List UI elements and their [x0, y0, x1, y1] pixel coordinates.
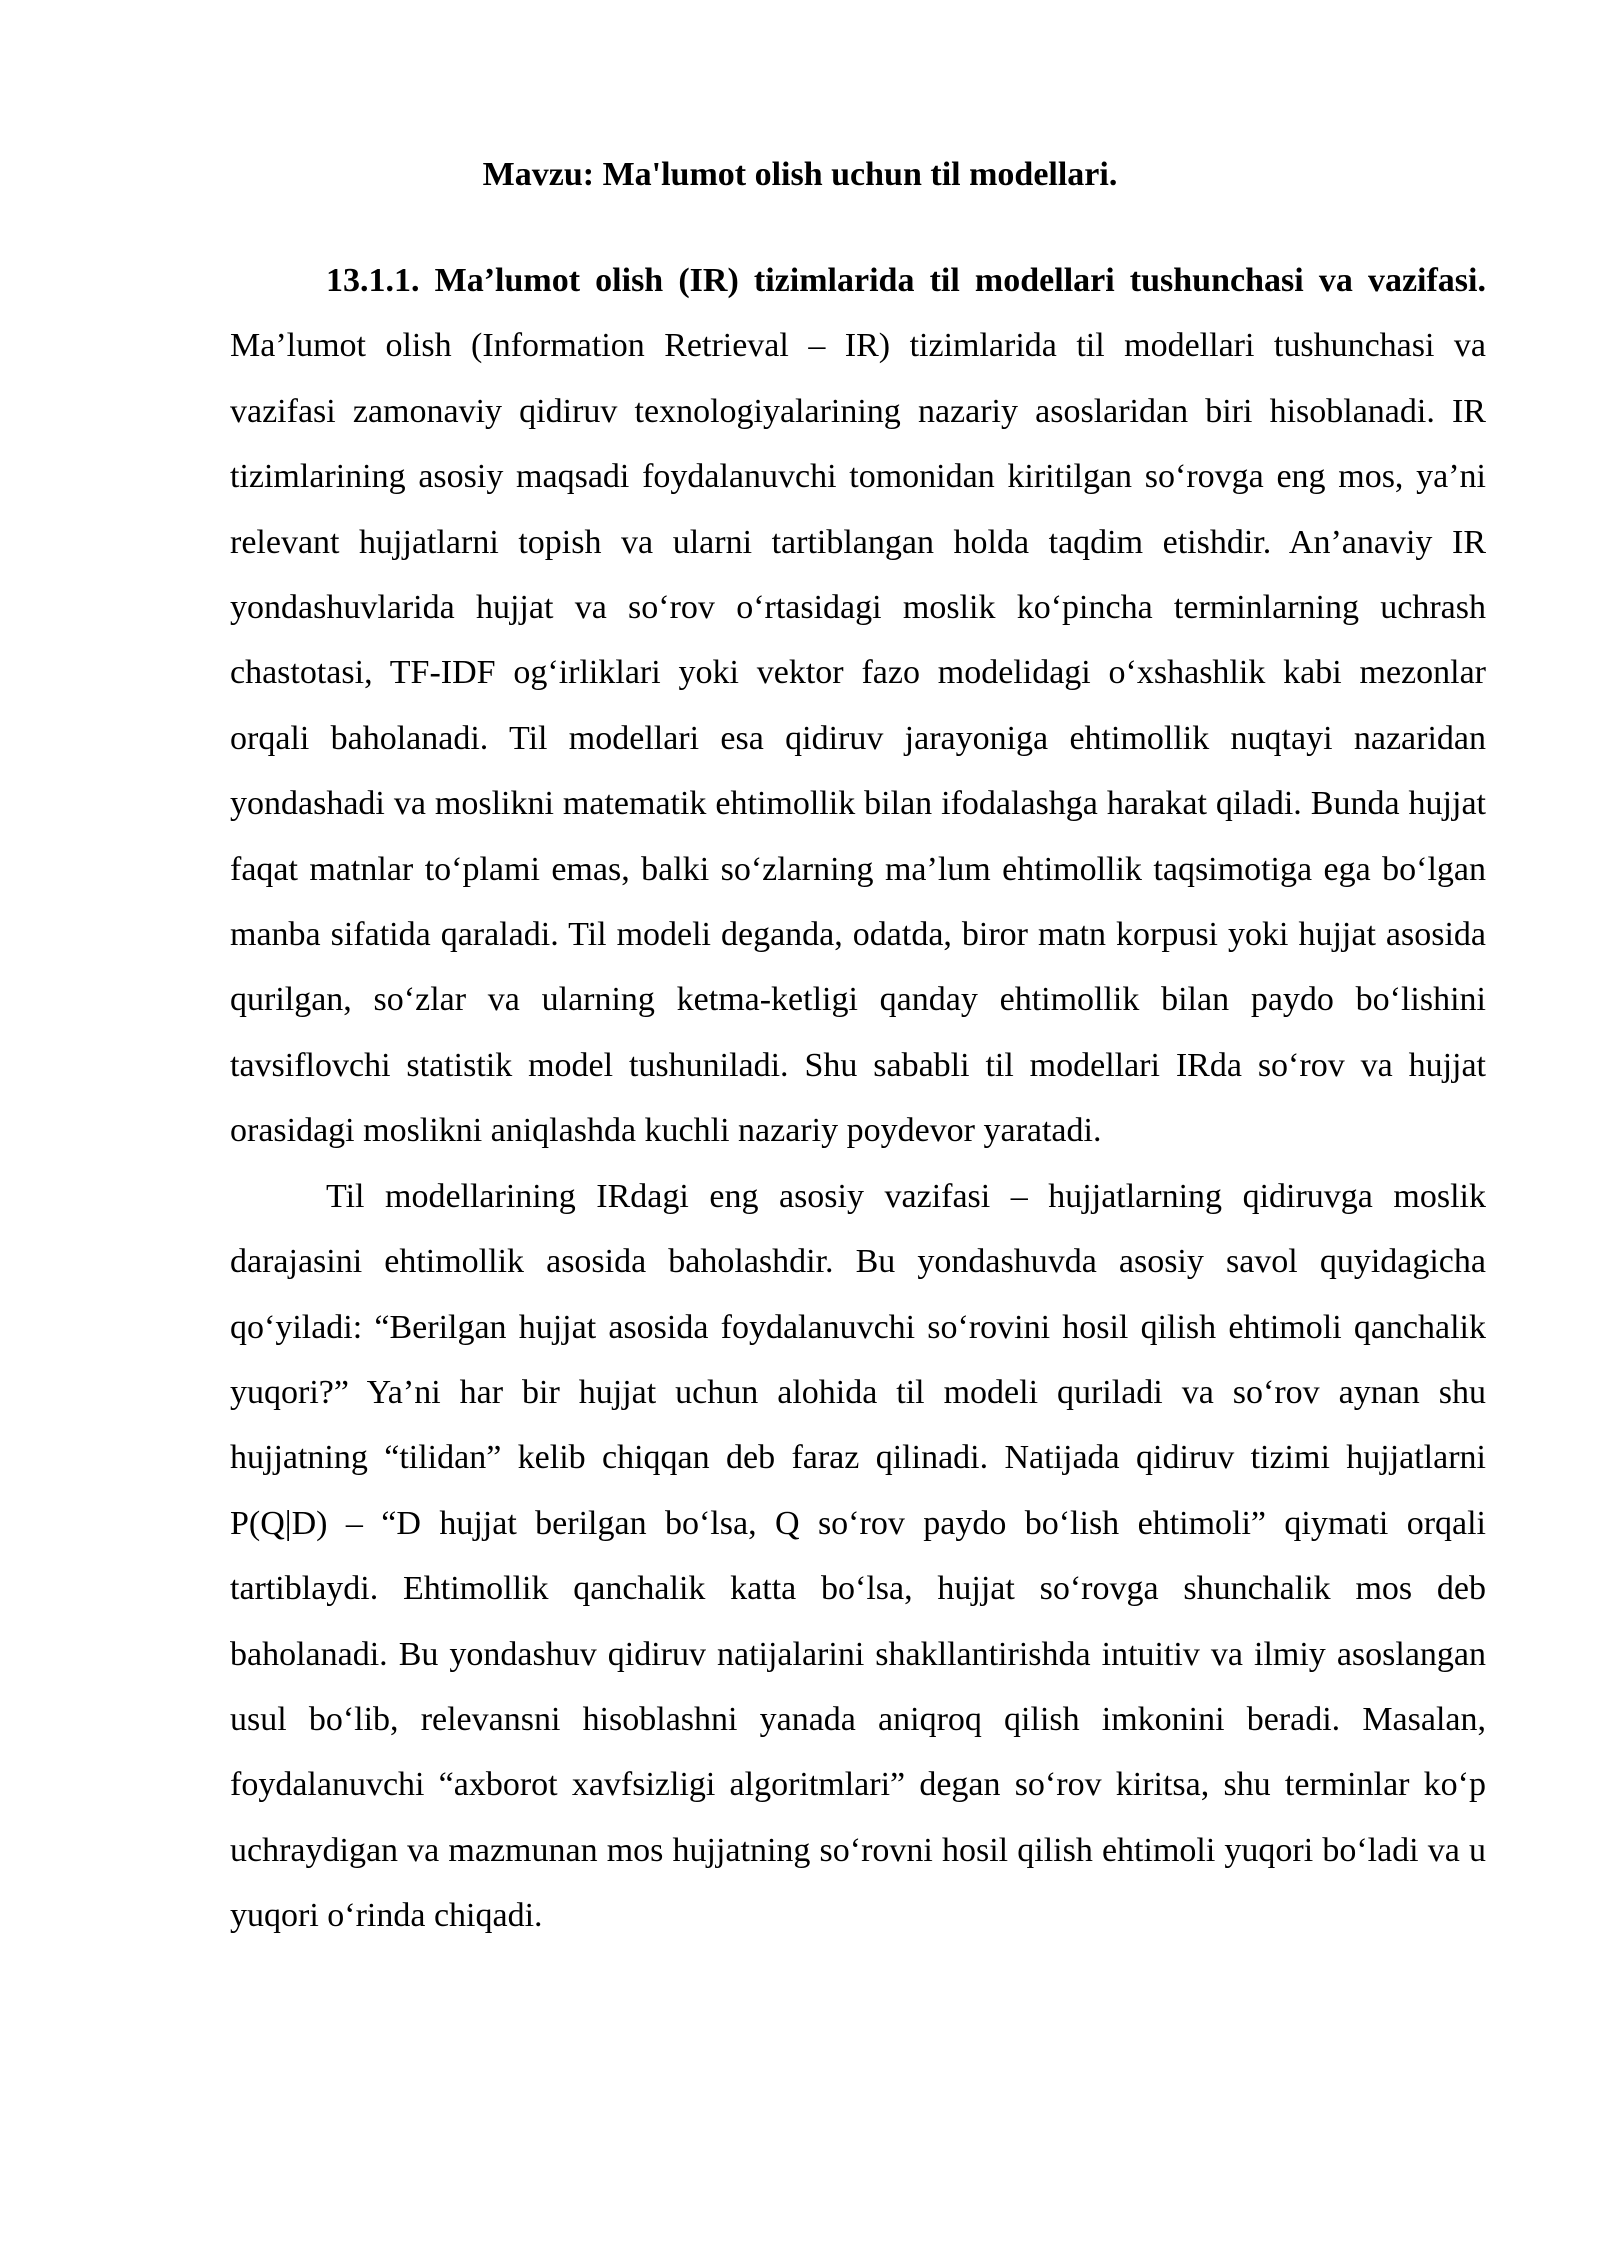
- document-title: Mavzu: Ma'lumot olish uchun til modellari.: [482, 156, 1118, 193]
- paragraph-1: [230, 248, 1486, 1164]
- paragraph-1-text: Ma’lumot olish (Information Retrieval – IR) tizimlarida til modellari tushunchasi va vazifasi zamonaviy qidiruv texnologiyalarining nazariy asoslaridan biri hisoblanadi. IR tizimlarining asosiy maqsadi foydalanuvchi tomonidan kiritilgan so‘rovga eng mos, ya’ni relevant hujjatlarni topish va ularni tartiblangan holda taqdim etishdir. An’anaviy IR yondashuvlarida hujjat va so‘rov o‘rtasidagi moslik ko‘pincha terminlarning uchrash chastotasi, TF-IDF og‘irliklari yoki vektor fazo modelidagi o‘xshashlik kabi mezonlar orqali baholanadi. Til modellari esa qidiruv jarayoniga ehtimollik nuqtayi nazaridan yondashadi va moslikni matematik ehtimollik bilan ifodalashga harakat qiladi. Bunda hujjat faqat matnlar to‘plami emas, balki so‘zlarning ma’lum ehtimollik taqsimotiga ega bo‘lgan manba sifatida qaraladi. Til modeli deganda, odatda, biror matn korpusi yoki hujjat asosida qurilgan, so‘zlar va ularning ketma-ketligi qanday ehtimollik bilan paydo bo‘lishini tavsiflovchi statistik model tushuniladi. Shu sababli til modellari IRda so‘rov va hujjat orasidagi moslikni aniqlashda kuchli nazariy poydevor yaratadi.: [230, 327, 1486, 1150]
- section-heading: 13.1.1. Ma’lumot olish (IR) tizimlarida til modellari tushunchasi va vazifasi.: [326, 262, 1486, 299]
- paragraph-2: Til modellarining IRdagi eng asosiy vazifasi – hujjatlarning qidiruvga moslik darajasini ehtimollik asosida baholashdir. Bu yondashuvda asosiy savol quyidagicha qo‘yiladi: “Berilgan hujjat asosida foydalanuvchi so‘rovini hosil qilish ehtimoli qanchalik yuqori?” Ya’ni har bir hujjat uchun alohida til modeli quriladi va so‘rov aynan shu hujjatning “tilidan” kelib chiqqan deb faraz qilinadi. Natijada qidiruv tizimi hujjatlarni P(Q|D) – “D hujjat berilgan bo‘lsa, Q so‘rov paydo bo‘lish ehtimoli” qiymati orqali tartiblaydi. Ehtimollik qanchalik katta bo‘lsa, hujjat so‘rovga shunchalik mos deb baholanadi. Bu yondashuv qidiruv natijalarini shakllantirishda intuitiv va ilmiy asoslangan usul bo‘lib, relevansni hisoblashni yanada aniqroq qilish imkonini beradi. Masalan, foydalanuvchi “axborot xavfsizligi algoritmlari” degan so‘rov kiritsa, shu terminlar ko‘p uchraydigan va mazmunan mos hujjatning so‘rovni hosil qilish ehtimoli yuqori bo‘ladi va u yuqori o‘rinda chiqadi.: [230, 1177, 1486, 1935]
- document-body: [230, 248, 1486, 1949]
